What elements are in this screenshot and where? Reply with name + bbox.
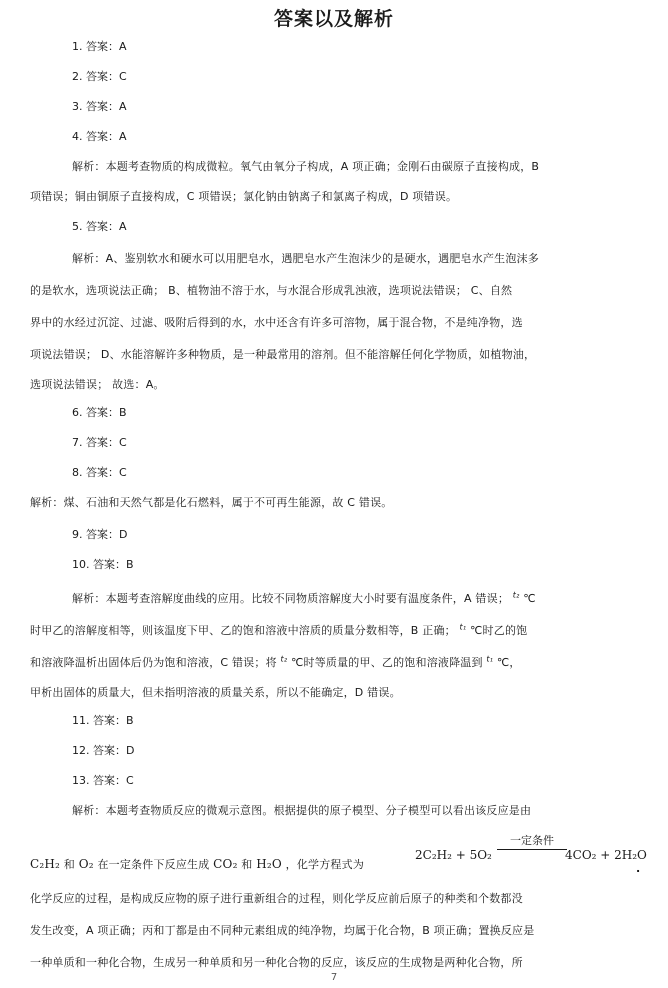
formula-o2: O₂ [78, 857, 94, 871]
answer-5: 5. 答案：A [72, 220, 127, 233]
explanation-5-line: 界中的水经过沉淀、过滤、吸附后得到的水，水中还含有许多可溶物，属于混合物，不是纯净物，选 [30, 316, 523, 329]
explanation-10-text: 解析：本题考查溶解度曲线的应用。比较不同物质溶解度大小时要有温度条件，A 错误； [72, 592, 510, 605]
answer-1: 1. 答案：A [72, 40, 127, 53]
chemical-equation [415, 830, 655, 870]
answer-6: 6. 答案：B [72, 406, 127, 419]
explanation-10-line [72, 590, 536, 606]
explanation-5-line: 选项说法错误； 故选：A。 [30, 378, 165, 391]
answer-8: 8. 答案：C [72, 466, 127, 479]
explanation-13-text: 和 [241, 858, 253, 871]
equation-period: . [636, 862, 641, 875]
explanation-10-text: ℃时乙的饱 [470, 624, 528, 637]
explanation-13-line: 发生改变，A 项正确；丙和丁都是由不同种元素组成的纯净物，均属于化合物，B 项正确；置换反应是 [30, 924, 535, 937]
explanation-13-line: 一种单质和一种化合物，生成另一种单质和另一种化合物的反应，该反应的生成物是两种化合物，所 [30, 956, 523, 969]
explanation-13-line: 解析：本题考查物质反应的微观示意图。根据提供的原子模型、分子模型可以看出该反应是由 [72, 804, 532, 817]
explanation-4-line: 解析：本题考查物质的构成微粒。氧气由氧分子构成，A 项正确；金刚石由碳原子直接构成，B [72, 160, 540, 173]
explanation-5-line: 解析：A、鉴别软水和硬水可以用肥皂水，遇肥皂水产生泡沫少的是硬水，遇肥皂水产生泡沫多 [72, 252, 539, 265]
answer-13: 13. 答案：C [72, 774, 134, 787]
explanation-10-text: ℃， [496, 656, 521, 669]
explanation-13-text: 在一定条件下反应生成 [97, 858, 210, 871]
page-title: 答案以及解析 [273, 8, 394, 30]
explanation-10-line [30, 622, 527, 638]
answer-7: 7. 答案：C [72, 436, 127, 449]
answer-11: 11. 答案：B [72, 714, 134, 727]
explanation-10-line [30, 654, 521, 670]
explanation-8-line: 解析：煤、石油和天然气都是化石燃料，属于不可再生能源，故 C 错误。 [30, 496, 393, 509]
explanation-10-text: ℃ [523, 592, 536, 605]
answer-9: 9. 答案：D [72, 528, 128, 541]
answer-3: 3. 答案：A [72, 100, 127, 113]
explanation-5-line: 项说法错误； D、水能溶解许多种物质，是一种最常用的溶剂。但不能溶解任何化学物质，如植物油， [30, 348, 536, 361]
temperature-symbol: t₂ [512, 590, 520, 600]
explanation-10-text: 时甲乙的溶解度相等，则该温度下甲、乙的饱和溶液中溶质的质量分数相等，B 正确； [30, 624, 456, 637]
temperature-symbol: t₂ [280, 654, 288, 664]
explanation-4-line: 项错误；铜由铜原子直接构成，C 项错误；氯化钠由钠离子和氯离子构成，D 项错误。 [30, 190, 458, 203]
answer-4: 4. 答案：A [72, 130, 127, 143]
explanation-10-text: 和溶液降温析出固体后仍为饱和溶液，C 错误；将 [30, 656, 277, 669]
answer-10: 10. 答案：B [72, 558, 134, 571]
explanation-10-text: ℃时等质量的甲、乙的饱和溶液降温到 [290, 656, 483, 669]
equation-condition [497, 832, 567, 850]
equation-products: 4CO₂ + 2H₂O [565, 848, 647, 862]
explanation-13-text: 和 [63, 858, 75, 871]
explanation-13-line [30, 856, 364, 872]
equation-reactants: 2C₂H₂ + 5O₂ [415, 848, 492, 862]
answer-2: 2. 答案：C [72, 70, 127, 83]
page-number: 7 [330, 972, 338, 983]
formula-h2o: H₂O [256, 857, 282, 871]
explanation-10-line: 甲析出固体的质量大，但未指明溶液的质量关系，所以不能确定，D 错误。 [30, 686, 401, 699]
explanation-13-line: 化学反应的过程，是构成反应物的原子进行重新组合的过程，则化学反应前后原子的种类和个数都没 [30, 892, 523, 905]
formula-c2h2: C₂H₂ [30, 857, 61, 871]
condition-label: 一定条件 [510, 834, 554, 847]
formula-co2: CO₂ [213, 857, 238, 871]
explanation-5-line: 的是软水，选项说法正确； B、植物油不溶于水，与水混合形成乳浊液，选项说法错误； C、自然 [30, 284, 513, 297]
equation-bar [497, 849, 567, 850]
explanation-13-text: ，化学方程式为 [285, 858, 365, 871]
temperature-symbol: t₁ [486, 654, 494, 664]
answer-12: 12. 答案：D [72, 744, 135, 757]
temperature-symbol: t₁ [459, 622, 467, 632]
